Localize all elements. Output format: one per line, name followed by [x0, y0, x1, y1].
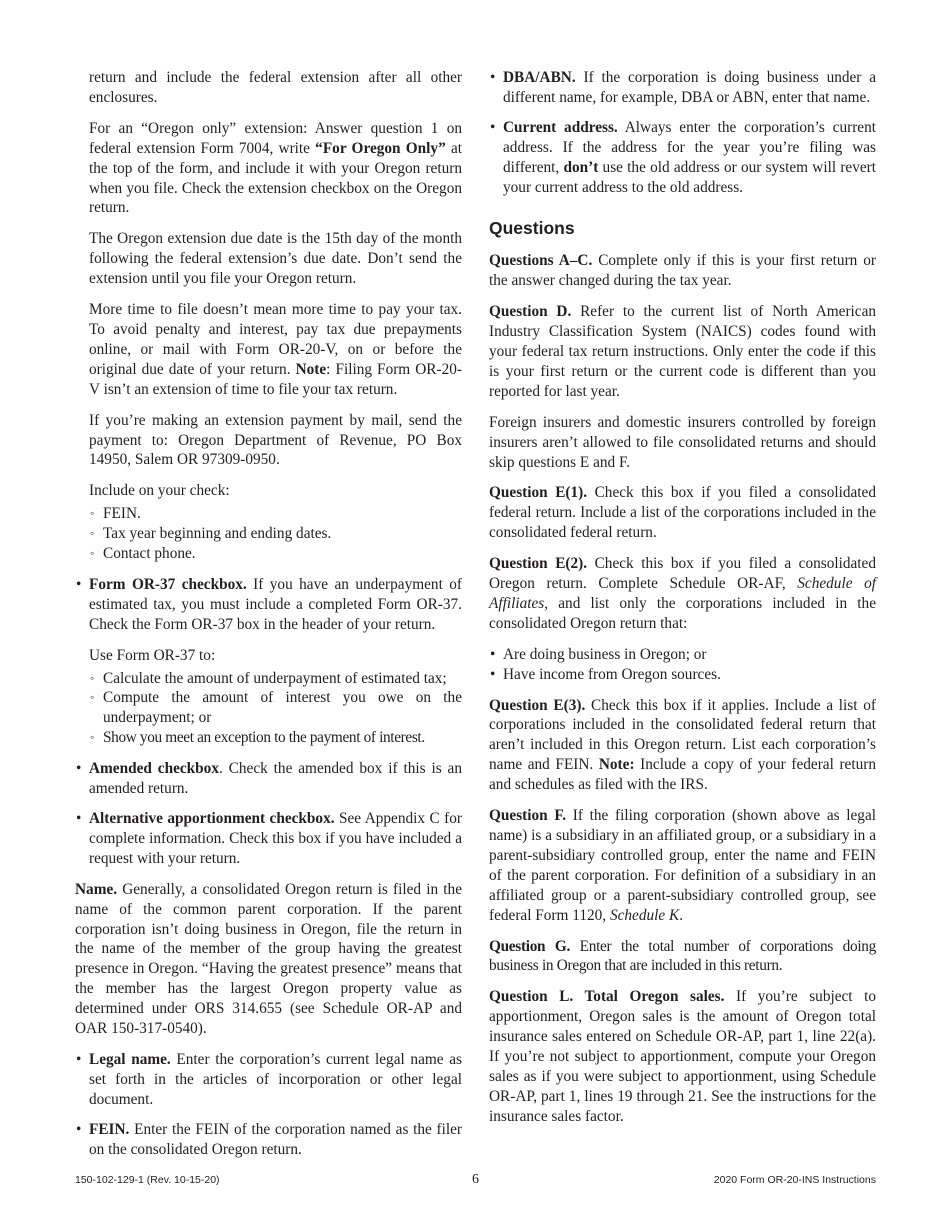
list-item: • Are doing business in Oregon; or — [489, 645, 876, 665]
question-e1: Question E(1). Check this box if you filed a consolidated federal return. Include a list of the corporations included in the consolidated federal return. — [489, 484, 876, 542]
question-d: Question D. Refer to the current list of North American Industry Classification System (NAICS) codes found with your federal tax return instructions. Only enter the code if this is your first return or the current code is different than you reported for last year. — [489, 303, 877, 400]
mail-payment-text: If you’re making an extension payment by mail, send the payment to: Oregon Department of Revenue, PO Box 14950, Salem OR 97309-0950. — [89, 411, 462, 469]
list-item: • Current address. Always enter the corporation’s current address. If the address for the year you’re filing was different, don’t use the old address or our system will revert your current address to the old address. — [489, 118, 876, 198]
form-title: 2020 Form OR-20-INS Instructions — [713, 1174, 876, 1186]
or37-items-list — [89, 669, 462, 749]
list-item: • Legal name. Enter the corporation’s current legal name as set forth in the articles of incorporation or other legal document. — [75, 1050, 462, 1110]
list-item: ◦ Contact phone. — [89, 544, 462, 564]
check-items-list — [89, 504, 462, 564]
name-paragraph: Name. Generally, a consolidated Oregon return is filed in the name of the common parent corporation. If the parent corporation isn’t doing business in Oregon, file the return in the name of the member of the group having the greatest presence in Oregon. “Having the greatest presence” means that the member has the largest Oregon property value as determined under ORS 314.655 (see Schedule OR-AP and OAR 150-317-0540). — [75, 880, 462, 1038]
list-item: • Amended checkbox. Check the amended box if this is an amended return. — [75, 759, 462, 799]
question-e3: Question E(3). Check this box if it applies. Include a list of corporations included in the consolidated federal return that aren’t included in this Oregon return. List each corporation’s name and FEIN. Note: Include a copy of your federal return and schedules as filed with the IRS. — [489, 696, 876, 794]
list-item: ◦ Show you meet an exception to the payment of interest. — [89, 728, 462, 748]
list-item: • Have income from Oregon sources. — [489, 665, 876, 685]
list-item: • FEIN. Enter the FEIN of the corporation named as the filer on the consolidated Oregon return. — [75, 1120, 462, 1160]
page-footer — [75, 1172, 876, 1188]
extension-enclosure-text: return and include the federal extension after all other enclosures. — [89, 69, 462, 106]
page-number: 6 — [472, 1172, 479, 1187]
list-item: • Form OR-37 checkbox. If you have an underpayment of estimated tax, you must include a completed Form OR-37. Check the Form OR-37 box in the header of your return. — [75, 575, 462, 635]
or37-bullet — [75, 575, 462, 635]
list-item: ◦ Calculate the amount of underpayment of estimated tax; — [89, 669, 462, 689]
checkbox-bullets — [75, 759, 462, 869]
question-g: Question G. Enter the total number of corporations doing business in Oregon that are included in this return. — [489, 937, 876, 975]
list-item: • Alternative apportionment checkbox. See Appendix C for complete information. Check this box if you have included a request with your return. — [75, 809, 462, 869]
name-bullets — [75, 1050, 462, 1160]
extension-due-date-text: The Oregon extension due date is the 15th day of the month following the federal extension’s due date. Don’t send the extension until you file your Oregon return. — [89, 230, 462, 288]
question-a-c: Questions A–C. Complete only if this is your first return or the answer changed during the tax year. — [489, 252, 876, 290]
list-item: ◦ Compute the amount of interest you owe on the underpayment; or — [89, 688, 462, 728]
left-column — [75, 68, 462, 1171]
list-item: • DBA/ABN. If the corporation is doing business under a different name, for example, DBA or ABN, enter that name. — [489, 68, 876, 108]
list-item: ◦ FEIN. — [89, 504, 462, 524]
right-column — [489, 68, 876, 1138]
foreign-insurers-text: Foreign insurers and domestic insurers controlled by foreign insurers aren’t allowed to file consolidated returns and should skip questions E and F. — [489, 413, 876, 471]
or37-use-text: Use Form OR-37 to: — [89, 646, 216, 664]
more-time-text: More time to file doesn’t mean more time to pay your tax. To avoid penalty and interest, pay tax due prepayments online, or mail with Form OR-20-V, on or before the original due date of your return. Note: Filing Form OR-20-V isn’t an extension of time to file your tax return. — [89, 301, 462, 398]
question-f: Question F. If the filing corporation (shown above as legal name) is a subsidiary in an affiliated group, or a subsidiary in a parent-subsidiary controlled group, enter the name and FEIN of the parent corporation. For definition of a subsidiary in an affiliated group or a parent-subsidiary controlled group, see federal Form 1120, Schedule K. — [489, 807, 876, 924]
question-e2-list — [489, 645, 876, 685]
form-revision: 150-102-129-1 (Rev. 10-15-20) — [75, 1174, 220, 1186]
question-l: Question L. Total Oregon sales. If you’re subject to apportionment, Oregon sales is the amount of Oregon total insurance sales entered on Schedule OR-AP, part 1, line 22(a). If you’re not subject to apportionment, compute your Oregon sales as if you were subject to apportionment, using Schedule OR-AP, part 1, lines 19 through 21. See the instructions for the insurance sales factor. — [489, 988, 877, 1125]
questions-heading: Questions — [489, 218, 575, 239]
include-on-check-text: Include on your check: — [89, 482, 230, 500]
oregon-only-extension-text: For an “Oregon only” extension: Answer question 1 on federal extension Form 7004, write “For Oregon Only” at the top of the form, and include it with your Oregon return when you file. Check the extension checkbox on the Oregon return. — [89, 119, 462, 217]
question-e2: Question E(2). Check this box if you filed a consolidated Oregon return. Complete Schedule OR-AF, Schedule of Affiliates, and list only the corporations included in the consolidated Oregon return that: — [489, 555, 876, 632]
dba-address-bullets — [489, 68, 876, 197]
list-item: ◦ Tax year beginning and ending dates. — [89, 524, 462, 544]
